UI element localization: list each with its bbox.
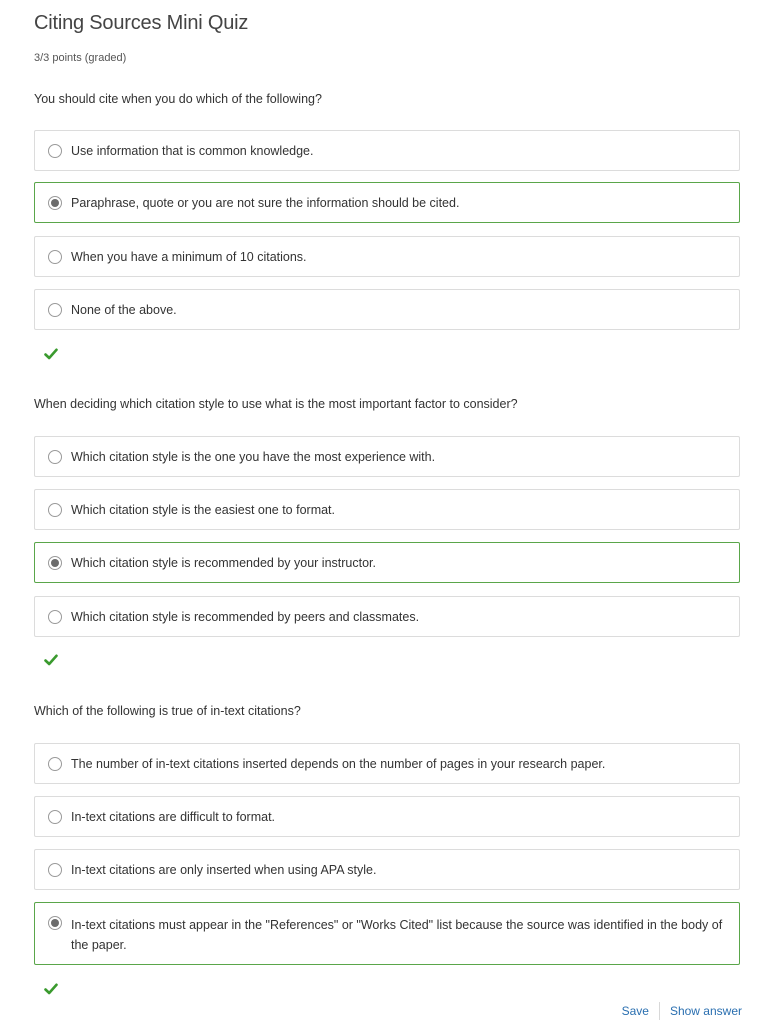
q3-option-1[interactable] xyxy=(34,743,740,784)
radio-button[interactable] xyxy=(48,556,62,570)
option-label: In-text citations are only inserted when using APA style. xyxy=(71,862,377,877)
radio-button[interactable] xyxy=(48,863,62,877)
q3-option-3[interactable] xyxy=(34,849,740,890)
question-1-prompt: You should cite when you do which of the following? xyxy=(34,92,322,106)
radio-button[interactable] xyxy=(48,503,62,517)
q2-option-3[interactable] xyxy=(34,542,740,583)
radio-button[interactable] xyxy=(48,610,62,624)
quiz-actions xyxy=(622,1002,742,1020)
q1-option-1[interactable] xyxy=(34,130,740,171)
option-label: None of the above. xyxy=(71,302,177,317)
option-label: Use information that is common knowledge. xyxy=(71,143,314,158)
radio-button[interactable] xyxy=(48,757,62,771)
checkmark-icon xyxy=(44,982,58,996)
radio-button[interactable] xyxy=(48,144,62,158)
option-label: In-text citations are difficult to format. xyxy=(71,809,276,824)
radio-button[interactable] xyxy=(48,810,62,824)
option-label: The number of in-text citations inserted depends on the number of pages in your research paper. xyxy=(71,756,606,771)
q1-option-2[interactable] xyxy=(34,182,740,223)
q2-option-1[interactable] xyxy=(34,436,740,477)
radio-button[interactable] xyxy=(48,450,62,464)
option-label: Which citation style is recommended by peers and classmates. xyxy=(71,609,420,624)
q2-option-2[interactable] xyxy=(34,489,740,530)
q3-option-2[interactable] xyxy=(34,796,740,837)
radio-button[interactable] xyxy=(48,250,62,264)
q2-option-4[interactable] xyxy=(34,596,740,637)
radio-button[interactable] xyxy=(48,303,62,317)
question-2-prompt: When deciding which citation style to use what is the most important factor to consider? xyxy=(34,397,518,411)
q3-option-4[interactable] xyxy=(34,902,740,965)
show-answer-button[interactable]: Show answer xyxy=(669,1004,742,1018)
points-status: 3/3 points (graded) xyxy=(34,52,127,64)
checkmark-icon xyxy=(44,347,58,361)
option-label: Which citation style is recommended by your instructor. xyxy=(71,555,376,570)
option-label: Which citation style is the one you have the most experience with. xyxy=(71,449,436,464)
divider xyxy=(659,1002,660,1020)
radio-button[interactable] xyxy=(48,916,62,930)
option-label: When you have a minimum of 10 citations. xyxy=(71,249,307,264)
save-button[interactable]: Save xyxy=(621,1004,649,1018)
option-label: Which citation style is the easiest one to format. xyxy=(71,502,336,517)
q1-option-3[interactable] xyxy=(34,236,740,277)
option-label: Paraphrase, quote or you are not sure the information should be cited. xyxy=(71,195,460,210)
radio-button[interactable] xyxy=(48,196,62,210)
quiz-title: Citing Sources Mini Quiz xyxy=(34,12,249,34)
option-label: In-text citations must appear in the "References" or "Works Cited" list because the source was identified in the body of the paper. xyxy=(71,918,723,952)
question-3-prompt: Which of the following is true of in-text citations? xyxy=(34,704,301,718)
q1-option-4[interactable] xyxy=(34,289,740,330)
checkmark-icon xyxy=(44,653,58,667)
